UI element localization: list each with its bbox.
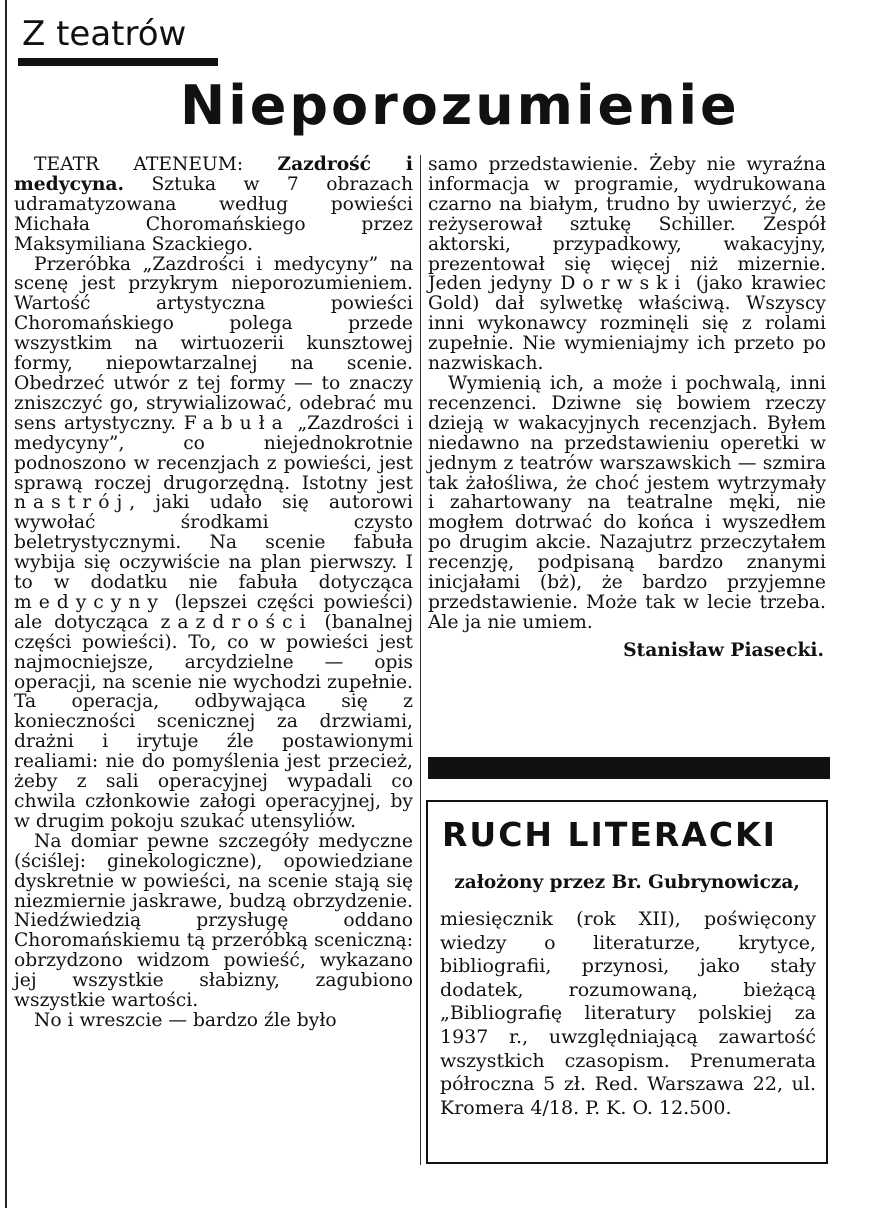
paragraph-2-part-d: (lepszei części powieści) ale dotycząca [14, 591, 413, 633]
play-title: Zazdrość i medycyna. [14, 153, 413, 195]
article-paragraph-6: Wymienią ich, a może i pochwalą, inni recenzenci. Dziwne się bowiem rzeczy dzieją w wakacyjnych recenzjach. Byłem niedawno na przedstawieniu operetki w jednym z teatrów warszawskich — szmira tak żałośliwa, że choć jestem wytrzymały i zahartowany na teatralne męki, nie mogłem dotrwać do końca i wyszedłem po drugim akcie. Nazajutrz przeczytałem recenzję, podpisaną bardzo znanymi inicjałami (bż), że bardzo przyjemne przedstawienie. Może tak w lecie trzeba. Ale ja nie umiem. [428, 372, 826, 633]
article-intro-paragraph [14, 155, 413, 255]
article-headline: Nieporozumienie [180, 74, 740, 137]
article-paragraph-3: Na domiar pewne szczegóły medyczne (ściślej: ginekologiczne), opowiedziane dyskretnie w powieści, na scenie stają się niezmiernie jaskrawe, budzą obrzydzenie. Niedźwiedzią przysługę oddano Choromańskiemu tą przeróbką sceniczną: obrzydzono widzom powieść, wykazano jej wszystkie słabizny, zagubiono wszystkie wartości. [14, 830, 413, 1012]
paragraph-5-part-a: samo przedstawienie. Żeby nie wyraźna informacja w programie, wydrukowana czarno na białym, trudno by uwierzyć, że reżyserował sztukę Schiller. Zespół aktorski, przypadkowy, wakacyjny, prezentował się więcej niż mizernie. Jeden jedyny [428, 154, 826, 295]
paragraph-2-part-c: , jaki udało się autorowi wywołać środkami czysto beletrystycznymi. Na scenie fabuła wybija się oczywiście na plan pierwszy. I to w dodatku nie fabuła dotycząca [14, 492, 413, 594]
paragraph-2-part-e: (banalnej części powieści). To, co w powieści jest najmocniejsze, arcydzielne — opis operacji, na scenie nie wychodzi zupełnie. Ta operacja, odbywająca się z konieczności scenicznej za drzwiami, drażni i irytuje źle postawionymi realiami: nie do pomyślenia jest przecież, żeby z sali operacyjnej wypadali co chwila członkowie załogi operacyjnej, by w drugim pokoju szukać utensyliów. [14, 611, 413, 832]
spaced-word-medycyny: medycyny [14, 591, 165, 613]
page-margin-rule [5, 0, 7, 1208]
article-paragraph-5 [428, 155, 826, 374]
spaced-word-dorwski: Dorwski [560, 273, 688, 295]
author-signature: Stanisław Piasecki. [623, 638, 824, 661]
article-paragraph-4: No i wreszcie — bardzo źle było [34, 1009, 337, 1031]
section-title-underline [18, 58, 218, 66]
spaced-word-fabula: Fabuła [183, 412, 290, 434]
ad-body-text: miesięcznik (rok XII), poświęcony wiedzy o literaturze, krytyce, bibliografii, przynosi, jako stały dodatek, rozumowaną, bieżącą „Bibliografię literatury polskiej za 1937 r., uwzględniającą zawartość wszystkich czasopism. Prenumerata półroczna 5 zł. Red. Warszawa 22, ul. Kromera 4/18. P. K. O. 12.500. [440, 908, 816, 1119]
paragraph-2-part-a: Przeróbka „Zazdrości i medycyny” na scenę jest przykrym nieporozumieniem. Wartość artystyczna powieści Choromańskiego polega przede wszystkim na wirtuozerii kunsztowej formy, niepowtarzalnej na scenie. Obedrzeć utwór z tej formy — to znaczy zniszczyć go, strywializować, odebrać mu sens artystyczny. [14, 253, 413, 434]
separator-bar [428, 757, 830, 779]
paragraph-2-part-b: „Zazdrości i medycyny”, co niejednokrotnie podnoszono w recenzjach z powieści, jest sprawą roczej drugorzędną. Istotny jest [14, 412, 413, 494]
article-left-column [14, 155, 413, 1031]
article-right-column [428, 155, 826, 661]
article-paragraph-2 [14, 255, 413, 832]
spaced-word-zazdrosci: zazdrości [160, 611, 313, 633]
spaced-word-nastroj: nastrój [14, 492, 130, 514]
advertisement-box [426, 800, 828, 1164]
ad-title: RUCH LITERACKI [442, 815, 777, 854]
theatre-name: TEATR ATENEUM: [34, 154, 278, 175]
intro-text: Sztuka w 7 obrazach udramatyzowana według powieści Michała Choromańskiego przez Maksymiliana Szackiego. [14, 173, 413, 255]
ad-founder-line: założony przez Br. Gubrynowicza, [454, 872, 800, 893]
section-title: Z teatrów [22, 14, 187, 54]
paragraph-5-part-b: (jako krawiec Gold) dał sylwetkę właściwą. Wszyscy inni wykonawcy rozminęli się z rolami zupełnie. Nie wymieniajmy ich przeto po nazwiskach. [428, 273, 826, 375]
column-divider [420, 155, 421, 1165]
